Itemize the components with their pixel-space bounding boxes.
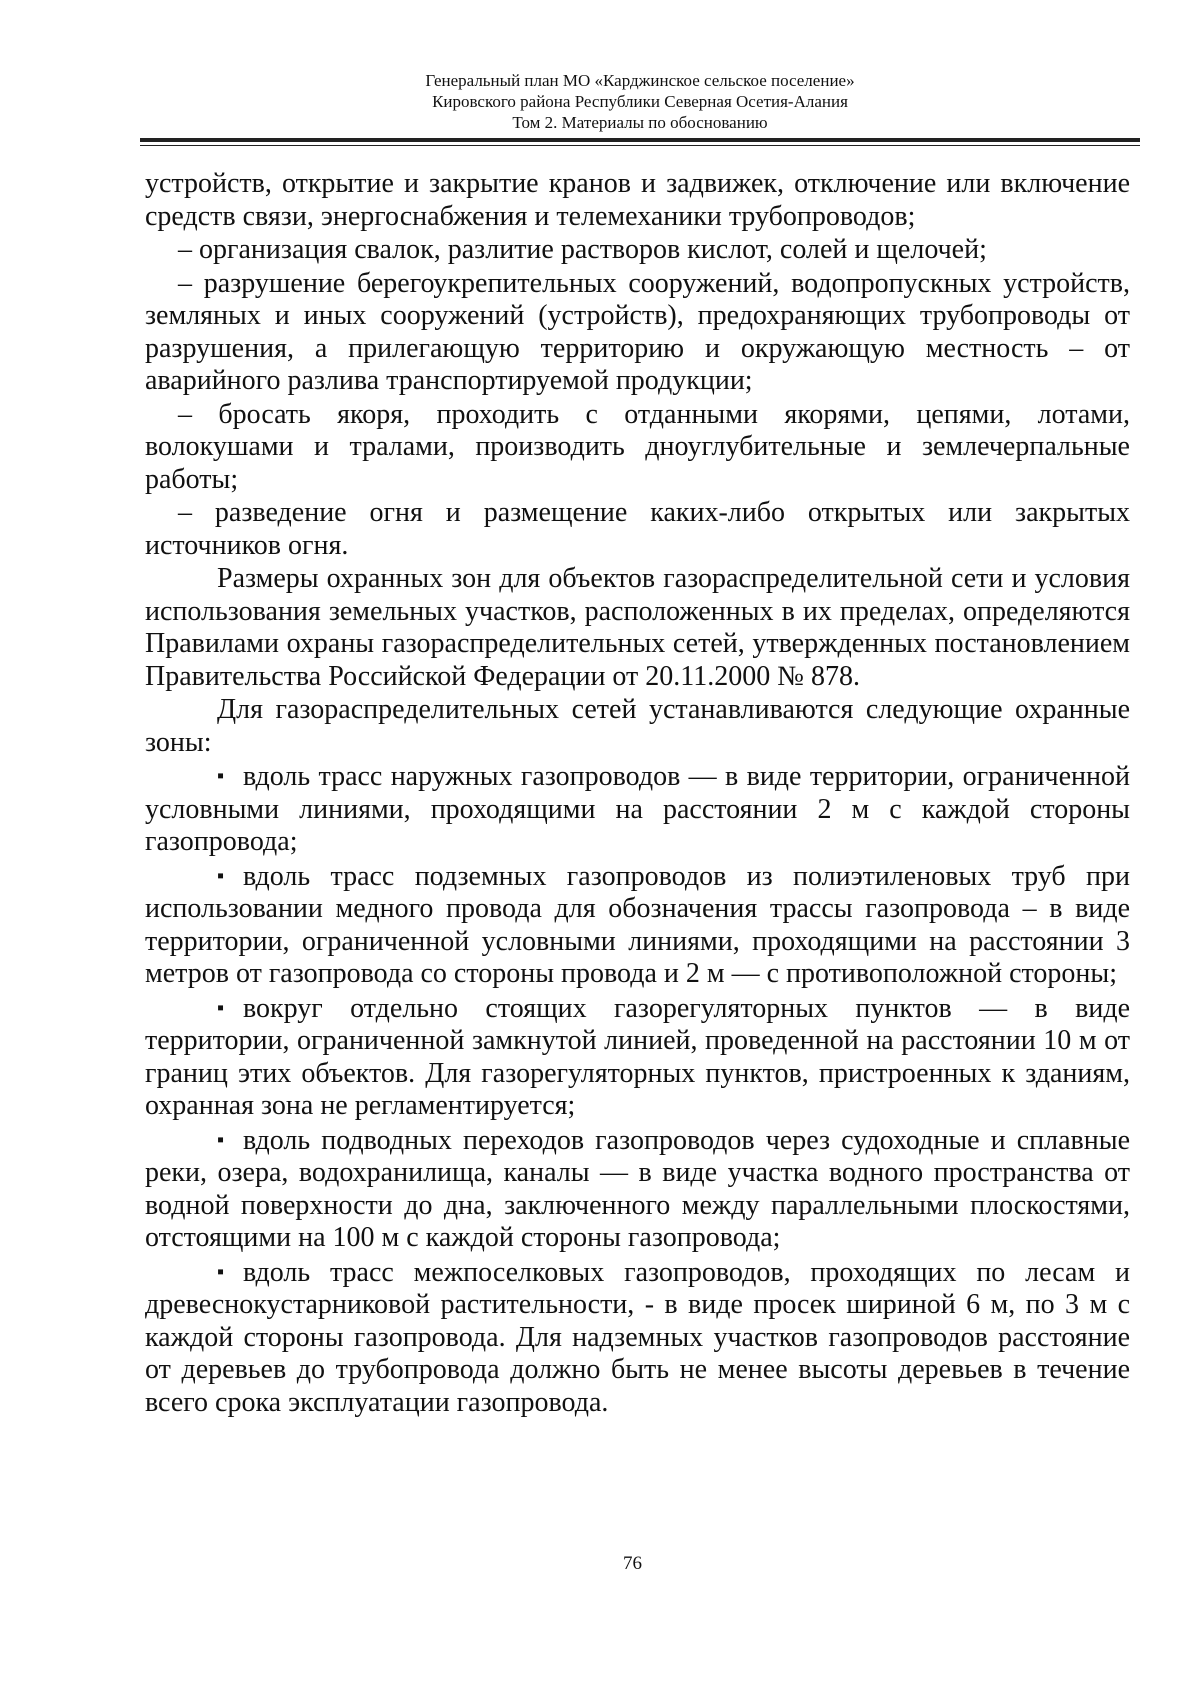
list-item xyxy=(145,1124,1130,1255)
list-item xyxy=(145,860,1130,991)
bullet-icon: ▪ xyxy=(217,765,225,787)
paragraph-zone-sizes: Размеры охранных зон для объектов газораспределительной сети и условия использования земельных участков, расположенных в их пределах, определяются Правилами охраны газораспределительных сетей, утвержденных постановлением Правительства Российской Федерации от 20.11.2000 № 878. xyxy=(145,563,1130,692)
header-title-line: Генеральный план МО «Карджинское сельское поселение» xyxy=(425,71,855,90)
paragraph-zones-intro: Для газораспределительных сетей устанавливаются следующие охранные зоны: xyxy=(145,694,1130,758)
paragraph-anchors: – бросать якоря, проходить с отданными якорями, цепями, лотами, волокушами и тралами, производить дноуглубительные и землечерпальные работы; xyxy=(145,398,1130,495)
bullet-icon: ▪ xyxy=(217,1128,225,1151)
page-header xyxy=(140,70,1140,133)
list-item xyxy=(145,992,1130,1123)
document-body xyxy=(145,168,1130,1420)
paragraph-dumps: – организация свалок, разлитие растворов кислот, солей и щелочей; xyxy=(178,234,987,265)
page-number: 76 xyxy=(623,1553,642,1574)
list-item xyxy=(145,1256,1130,1420)
list-item-text: вдоль трасс подземных газопроводов из полиэтиленовых труб при использовании медного провода для обозначения трассы газопровода – в виде территории, ограниченной условными линиями, проходящими на расстоянии 3 метров от газопровода со стороны провода и 2 м — с противоположной стороны; xyxy=(145,860,1130,989)
paragraph-fire: – разведение огня и размещение каких-либо открытых или закрытых источников огня. xyxy=(145,497,1130,561)
bullet-icon: ▪ xyxy=(217,1260,225,1283)
header-volume-line: Том 2. Материалы по обоснованию xyxy=(512,113,768,132)
bullet-icon: ▪ xyxy=(217,996,225,1019)
header-region-line: Кировского района Республики Северная Осетия-Алания xyxy=(432,92,848,111)
paragraph-destruction: – разрушение берегоукрепительных сооружений, водопропускных устройств, земляных и иных сооружений (устройств), предохраняющих трубопроводы от разрушения, а прилегающую территорию и окружающую местность – от аварийного разлива транспортируемой продукции; xyxy=(145,267,1130,396)
bullet-icon: ▪ xyxy=(217,864,225,887)
list-item-text: вдоль трасс межпоселковых газопроводов, проходящих по лесам и древеснокустарниковой растительности, - в виде просек шириной 6 м, по 3 м с каждой стороны газопровода. Для надземных участков газопроводов расстояние от деревьев до трубопровода должно быть не менее высоты деревьев в течение всего срока эксплуатации газопровода. xyxy=(145,1256,1130,1418)
paragraph-continuation: устройств, открытие и закрытие кранов и задвижек, отключение или включение средств связи, энергоснабжения и телемеханики трубопроводов; xyxy=(145,168,1130,232)
list-item-text: вокруг отдельно стоящих газорегуляторных пунктов — в виде территории, ограниченной замкнутой линией, проведенной на расстоянии 10 м от границ этих объектов. Для газорегуляторных пунктов, пристроенных к зданиям, охранная зона не регламентируется; xyxy=(145,992,1130,1121)
list-item-text: вдоль трасс наружных газопроводов — в виде территории, ограниченной условными линиями, проходящими на расстоянии 2 м с каждой стороны газопровода; xyxy=(145,761,1130,857)
header-rule-thin xyxy=(140,145,1140,146)
header-rule-thick xyxy=(140,138,1140,142)
list-item xyxy=(145,760,1130,859)
list-item-text: вдоль подводных переходов газопроводов через судоходные и сплавные реки, озера, водохранилища, каналы — в виде участка водного пространства от водной поверхности до дна, заключенного между параллельными плоскостями, отстоящими на 100 м с каждой стороны газопровода; xyxy=(145,1124,1130,1253)
